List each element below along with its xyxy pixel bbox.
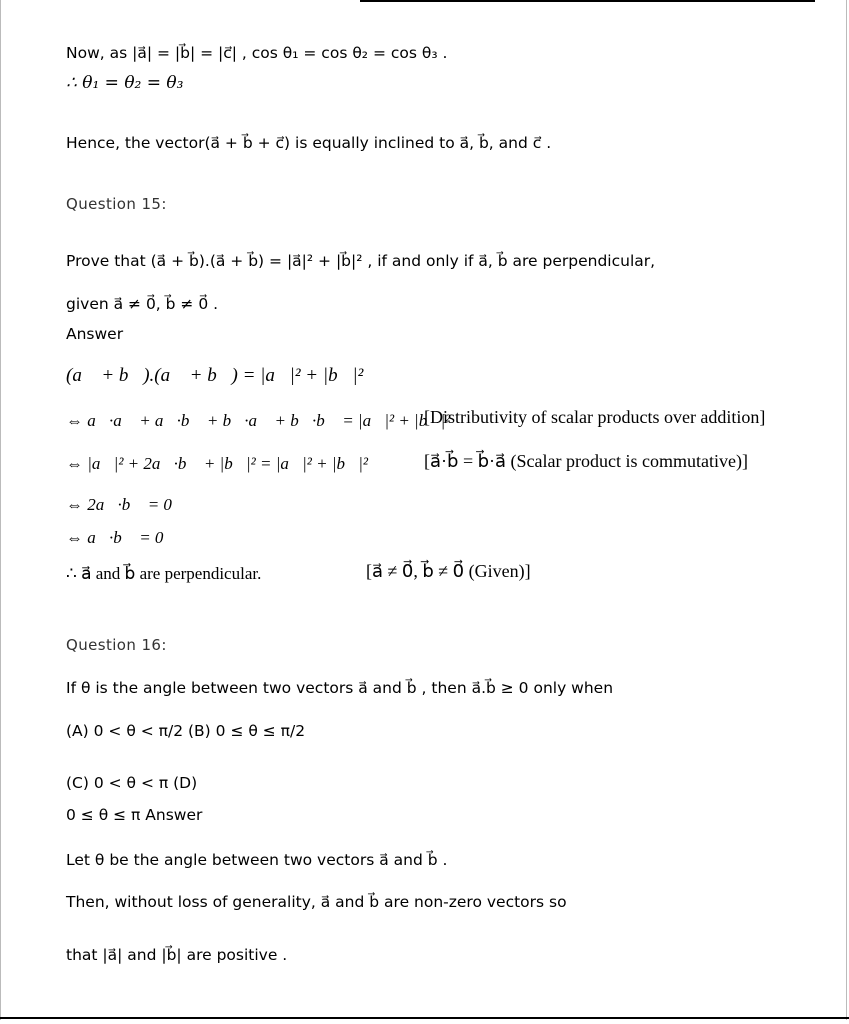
math-step-6-conclusion: ∴ a⃗ and b⃗ are perpendicular. [66, 564, 262, 583]
math-step-5: ⇔ a⃗·b⃗ = 0 [66, 528, 164, 547]
question-15-statement: Prove that (a⃗ + b⃗).(a⃗ + b⃗) = |a⃗|² + |b⃗|² , if and only if a⃗, b⃗ are perpendicular, [66, 252, 656, 270]
distributivity-note: [Distributivity of scalar products over addition] [424, 407, 766, 427]
math-step-4: ⇔ 2a⃗·b⃗ = 0 [66, 495, 172, 514]
question-16-options-c-d: (C) 0 < θ < π (D) [66, 774, 198, 792]
question-16-heading: Question 16: [66, 636, 167, 654]
question-16-options-a-b: (A) 0 < θ < π/2 (B) 0 ≤ θ ≤ π/2 [66, 722, 306, 740]
answer-16-line-1: Let θ be the angle between two vectors a⃗ and b⃗ . [66, 851, 448, 869]
math-step-3: ⇔ |a⃗|² + 2a⃗·b⃗ + |b⃗|² = |a⃗|² + |b⃗|² [66, 454, 368, 473]
question-15-heading: Question 15: [66, 195, 167, 213]
answer-label-15: Answer [66, 325, 124, 343]
question-15-given: given a⃗ ≠ 0⃗, b⃗ ≠ 0⃗ . [66, 295, 219, 313]
text-line-equal-angles: ∴ θ₁ = θ₂ = θ₃ [66, 73, 184, 93]
math-step-2: ⇔ a⃗·a⃗ + a⃗·b⃗ + b⃗·a⃗ + b⃗·b⃗ = |a⃗|² + |b⃗|² [66, 411, 451, 430]
question-16-option-d-answer: 0 ≤ θ ≤ π Answer [66, 806, 203, 824]
top-rule [360, 0, 815, 2]
math-step-1: (a⃗ + b⃗).(a⃗ + b⃗) = |a⃗|² + |b⃗|² [66, 365, 364, 386]
page-border-right [846, 0, 847, 1020]
answer-16-line-2: Then, without loss of generality, a⃗ and b⃗ are non-zero vectors so [66, 893, 567, 911]
text-line-equal-magnitudes: Now, as |a⃗| = |b⃗| = |c⃗| , cos θ₁ = cos θ₂ = cos θ₃ . [66, 44, 448, 62]
page-border-left [0, 0, 1, 1020]
text-line-equally-inclined: Hence, the vector(a⃗ + b⃗ + c⃗) is equally inclined to a⃗, b⃗, and c⃗ . [66, 134, 552, 152]
bottom-rule [0, 1017, 849, 1019]
question-16-statement: If θ is the angle between two vectors a⃗ and b⃗ , then a⃗.b⃗ ≥ 0 only when [66, 679, 614, 697]
answer-16-line-3: that |a⃗| and |b⃗| are positive . [66, 946, 288, 964]
commutative-note: [a⃗·b⃗ = b⃗·a⃗ (Scalar product is commutative)] [424, 451, 748, 471]
given-note: [a⃗ ≠ 0⃗, b⃗ ≠ 0⃗ (Given)] [366, 561, 531, 581]
